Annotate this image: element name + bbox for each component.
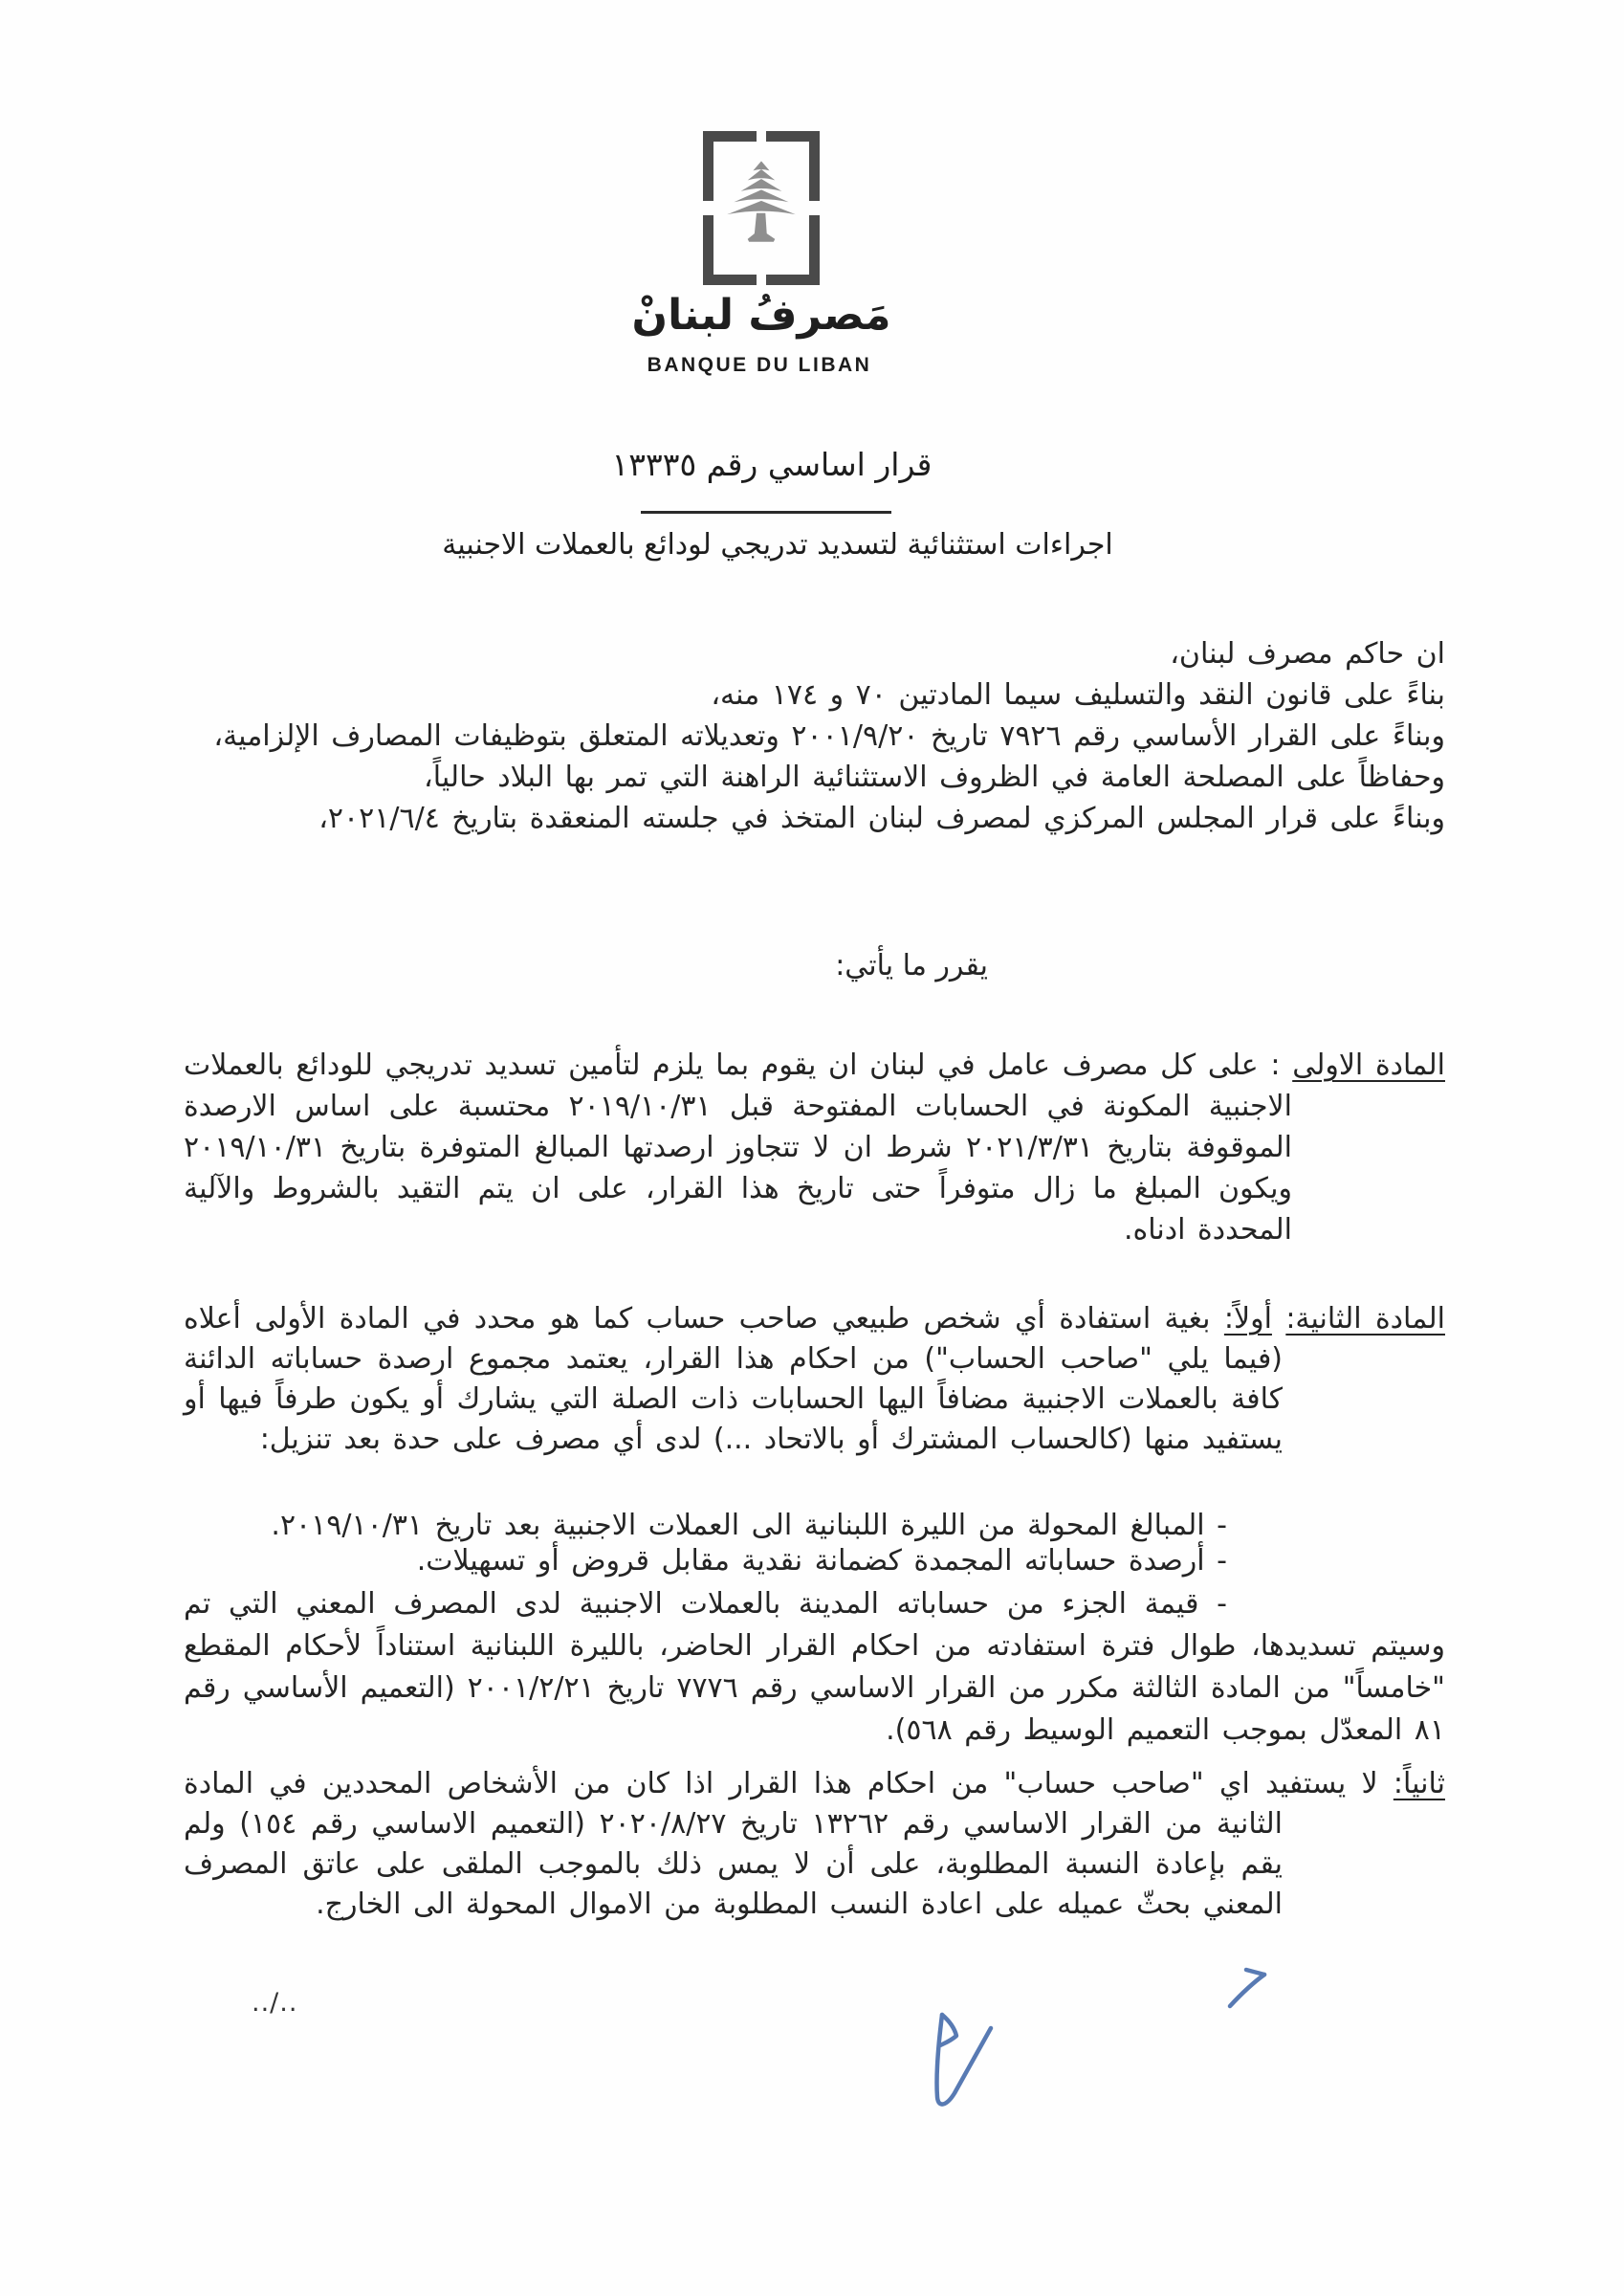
article-two-clause-second xyxy=(184,1764,1445,1925)
article-one-label: المادة الاولى xyxy=(1292,1049,1445,1082)
decree-intro: يقرر ما يأتي: xyxy=(835,949,988,982)
article-one xyxy=(184,1045,1445,1250)
decision-title: قرار اساسي رقم ١٣٣٣٥ xyxy=(611,446,933,483)
pen-annotations xyxy=(909,1952,1310,2152)
title-underline xyxy=(641,511,891,514)
deduction-item: - المبالغ المحولة من الليرة اللبنانية الى العملات الاجنبية بعد تاريخ ٢٠١٩/١٠/٣١. xyxy=(271,1509,1227,1542)
small-arrow-pen-stroke xyxy=(1230,1975,1264,2006)
preamble xyxy=(187,633,1445,839)
article-one-text: على كل مصرف عامل في لبنان ان يقوم بما يلزم لتأمين تسديد تدريجي للودائع بالعملات الاجنبية المكونة في الحسابات المفتوحة قبل ٢٠١٩/١٠/٣١ محتسبة على اساس الارصدة الموقوفة بتاريخ ٢٠٢١/٣/٣١ شرط ان لا تتجاوز ارصدتها المبالغ المتوفرة بتاريخ ٢٠١٩/١٠/٣١ ويكون المبلغ ما زال متوفراً حتى تاريخ هذا القرار، على ان يتم التقيد بالشروط والآلية المحددة ادناه. xyxy=(184,1049,1292,1247)
page-continuation-mark: ../.. xyxy=(252,1988,298,2018)
deduction-item: - قيمة الجزء من حساباته المدينة بالعملات الاجنبية لدى المصرف المعني التي تم وسيتم تسديدها، طوال فترة استفادته من احكام القرار الحاضر، بالليرة اللبنانية استناداً لأحكام المقطع "خامساً" من المادة الثالثة مكرر من القرار الاساسي رقم ٧٧٧٦ تاريخ ٢٠٠١/٢/٢١ (التعميم الأساسي رقم ٨١ المعدّل بموجب التعميم الوسيط رقم ٥٦٨). xyxy=(184,1587,1445,1747)
deductions-list xyxy=(184,1508,1445,1578)
deduction-item: - أرصدة حساباته المجمدة كضمانة نقدية مقابل قروض أو تسهيلات. xyxy=(416,1544,1227,1578)
article-two-clause-first xyxy=(184,1299,1445,1460)
preamble-line: وحفاظاً على المصلحة العامة في الظروف الاستثنائية الراهنة التي تمر بها البلاد حالياً، xyxy=(424,761,1445,794)
preamble-line: وبناءً على قرار المجلس المركزي لمصرف لبنان المتخذ في جلسته المنعقدة بتاريخ ٢٠٢١/٦/٤، xyxy=(318,802,1445,835)
clause-second-text: لا يستفيد اي "صاحب حساب" من احكام هذا القرار اذا كان من الأشخاص المحددين في المادة الثانية من القرار الاساسي رقم ١٣٢٦٢ تاريخ ٢٠٢٠/٨/٢٧ (التعميم الاساسي رقم ١٥٤) ولم يقم بإعادة النسبة المطلوبة، على أن لا يمس ذلك بالموجب الملقى على عاتق المصرف المعني بحثّ عميله على اعادة النسب المطلوبة من الاموال المحولة الى الخارج. xyxy=(184,1767,1378,1921)
cedar-tree-icon xyxy=(720,160,802,255)
large-check-pen-stroke xyxy=(936,2015,991,2105)
preamble-line: وبناءً على القرار الأساسي رقم ٧٩٢٦ تاريخ ٢٠٠١/٩/٢٠ وتعديلاته المتعلق بتوظيفات المصارف الإلزامية، xyxy=(213,719,1445,753)
bank-name-arabic: مَصرفُ لبنانْ xyxy=(631,291,891,340)
clause-first-text: بغية استفادة أي شخص طبيعي صاحب حساب كما هو محدد في المادة الأولى أعلاه (فيما يلي "صاحب الحساب") من احكام هذا القرار، يعتمد مجموع ارصدة حساباته الدائنة كافة بالعملات الاجنبية مضافاً اليها الحسابات ذات الصلة التي يشارك أو يكون طرفاً فيها أو يستفيد منها (كالحساب المشترك أو بالاتحاد ...) لدى أي مصرف على حدة بعد تنزيل: xyxy=(184,1302,1283,1456)
clause-first-label: أولاً: xyxy=(1223,1302,1272,1336)
decision-subject: اجراءات استثنائية لتسديد تدريجي لودائع بالعملات الاجنبية xyxy=(442,528,1113,562)
bank-name-latin: BANQUE DU LIBAN xyxy=(647,354,872,376)
article-one-separator: : xyxy=(1258,1049,1293,1082)
bdl-logo xyxy=(703,131,820,285)
preamble-line: ان حاكم مصرف لبنان، xyxy=(1170,637,1445,671)
clause-second-label: ثانياً: xyxy=(1393,1767,1445,1800)
preamble-line: بناءً على قانون النقد والتسليف سيما المادتين ٧٠ و ١٧٤ منه، xyxy=(711,678,1445,712)
article-two-label: المادة الثانية: xyxy=(1285,1302,1445,1336)
small-arrow-pen-stroke xyxy=(1246,1970,1264,1975)
